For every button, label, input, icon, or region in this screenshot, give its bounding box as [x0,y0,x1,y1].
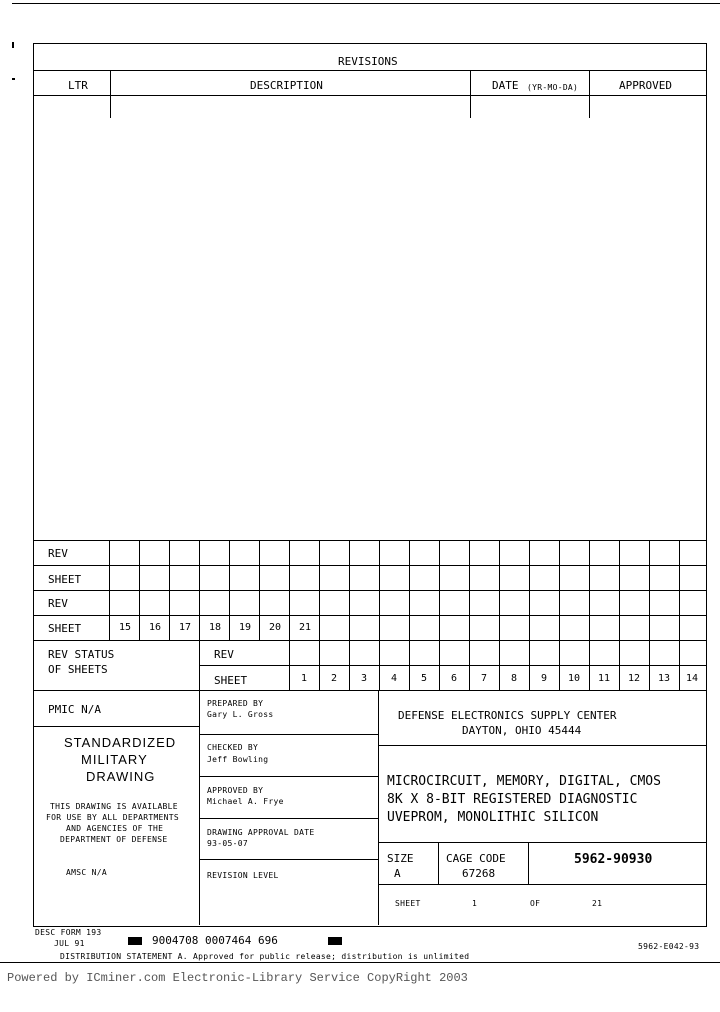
approval-date-label: DRAWING APPROVAL DATE [207,828,315,837]
military-label: MILITARY [81,752,148,767]
col-date-format: (YR-MO-DA) [527,83,579,92]
grid-column-line [619,540,620,640]
lower-sheet-number: 4 [390,673,398,684]
of-sheets-label: OF SHEETS [48,663,108,676]
grid-column-line [589,540,590,640]
lower-sheet-number: 7 [480,673,488,684]
grid-column-line [649,540,650,640]
lower-sheet-number: 14 [685,673,699,684]
barcode-text: 9004708 0007464 696 [152,934,278,947]
sheet-number: 15 [118,622,132,633]
of-value: 21 [592,899,603,908]
revision-level-label: REVISION LEVEL [207,871,279,880]
row-label-sheet-1: SHEET [48,573,82,586]
lower-sheet-number: 5 [420,673,428,684]
checked-by: Jeff Bowling [207,755,269,764]
sheet-number: 17 [178,622,192,633]
form-code: 5962-E042-93 [638,942,700,951]
lower-sheet-number: 9 [540,673,548,684]
checked-by-label: CHECKED BY [207,743,259,752]
of-label: OF [530,899,541,908]
supply-center-address: DAYTON, OHIO 45444 [462,724,582,737]
drawing-title-line: 8K X 8-BIT REGISTERED DIAGNOSTIC [387,792,638,807]
lower-sheet-number: 2 [330,673,338,684]
lower-sheet-number: 10 [567,673,581,684]
col-description: DESCRIPTION [250,79,323,92]
grid-column-line [559,540,560,640]
drawing-title-line: MICROCIRCUIT, MEMORY, DIGITAL, CMOS [387,774,661,789]
grid-column-line [349,540,350,640]
supply-center-name: DEFENSE ELECTRONICS SUPPLY CENTER [398,709,617,722]
amsc: AMSC N/A [66,868,107,877]
sheet-number: 20 [268,622,282,633]
sheet-number: 21 [298,622,312,633]
prepared-by-label: PREPARED BY [207,699,264,708]
grid-column-line [679,540,680,640]
lower-sheet-number: 8 [510,673,518,684]
approved-by-label: APPROVED BY [207,786,264,795]
barcode-block-right [328,937,342,945]
form-date: JUL 91 [54,939,85,948]
sheet-value: 1 [472,899,478,908]
lower-rev-label: REV [214,648,234,661]
availability-line: AND AGENCIES OF THE [66,824,164,833]
row-label-rev-1: REV [48,547,68,560]
size-label: SIZE [387,852,414,865]
pmic: PMIC N/A [48,703,101,716]
lower-sheet-label: SHEET [214,674,248,687]
size-value: A [394,867,401,880]
form-number: DESC FORM 193 [35,928,102,937]
prepared-by: Gary L. Gross [207,710,274,719]
approval-date: 93-05-07 [207,839,248,848]
col-ltr: LTR [68,79,88,92]
standardized-label: STANDARDIZED [64,735,177,750]
cage-code-label: CAGE CODE [446,852,506,865]
sheet-number: 18 [208,622,222,633]
sheet-number: 16 [148,622,162,633]
lower-sheet-number: 6 [450,673,458,684]
row-label-rev-2: REV [48,597,68,610]
grid-column-line [469,540,470,640]
powered-by: Powered by ICminer.com Electronic-Library Service CopyRight 2003 [7,971,468,985]
distribution-statement: DISTRIBUTION STATEMENT A. Approved for public release; distribution is unlimited [60,952,470,961]
drawing-label: DRAWING [86,769,156,784]
row-label-sheet-2: SHEET [48,622,82,635]
grid-column-line [409,540,410,640]
revisions-title: REVISIONS [338,55,398,68]
col-approved: APPROVED [619,79,672,92]
grid-column-line [439,540,440,640]
cage-code-value: 67268 [462,867,496,880]
lower-sheet-number: 12 [627,673,641,684]
rev-status-label: REV STATUS [48,648,115,661]
document-number: 5962-90930 [574,852,653,867]
lower-sheet-number: 11 [597,673,611,684]
availability-line: THIS DRAWING IS AVAILABLE [50,802,178,811]
barcode-block-left [128,937,142,945]
lower-sheet-number: 3 [360,673,368,684]
grid-column-line [379,540,380,640]
sheet-label: SHEET [395,899,421,908]
sheet-number: 19 [238,622,252,633]
lower-sheet-number: 1 [300,673,308,684]
approved-by: Michael A. Frye [207,797,284,806]
availability-line: FOR USE BY ALL DEPARTMENTS [46,813,180,822]
grid-column-line [499,540,500,640]
col-date: DATE [492,79,519,92]
grid-column-line [529,540,530,640]
drawing-title-line: UVEPROM, MONOLITHIC SILICON [387,810,599,825]
lower-sheet-number: 13 [657,673,671,684]
availability-line: DEPARTMENT OF DEFENSE [60,835,168,844]
